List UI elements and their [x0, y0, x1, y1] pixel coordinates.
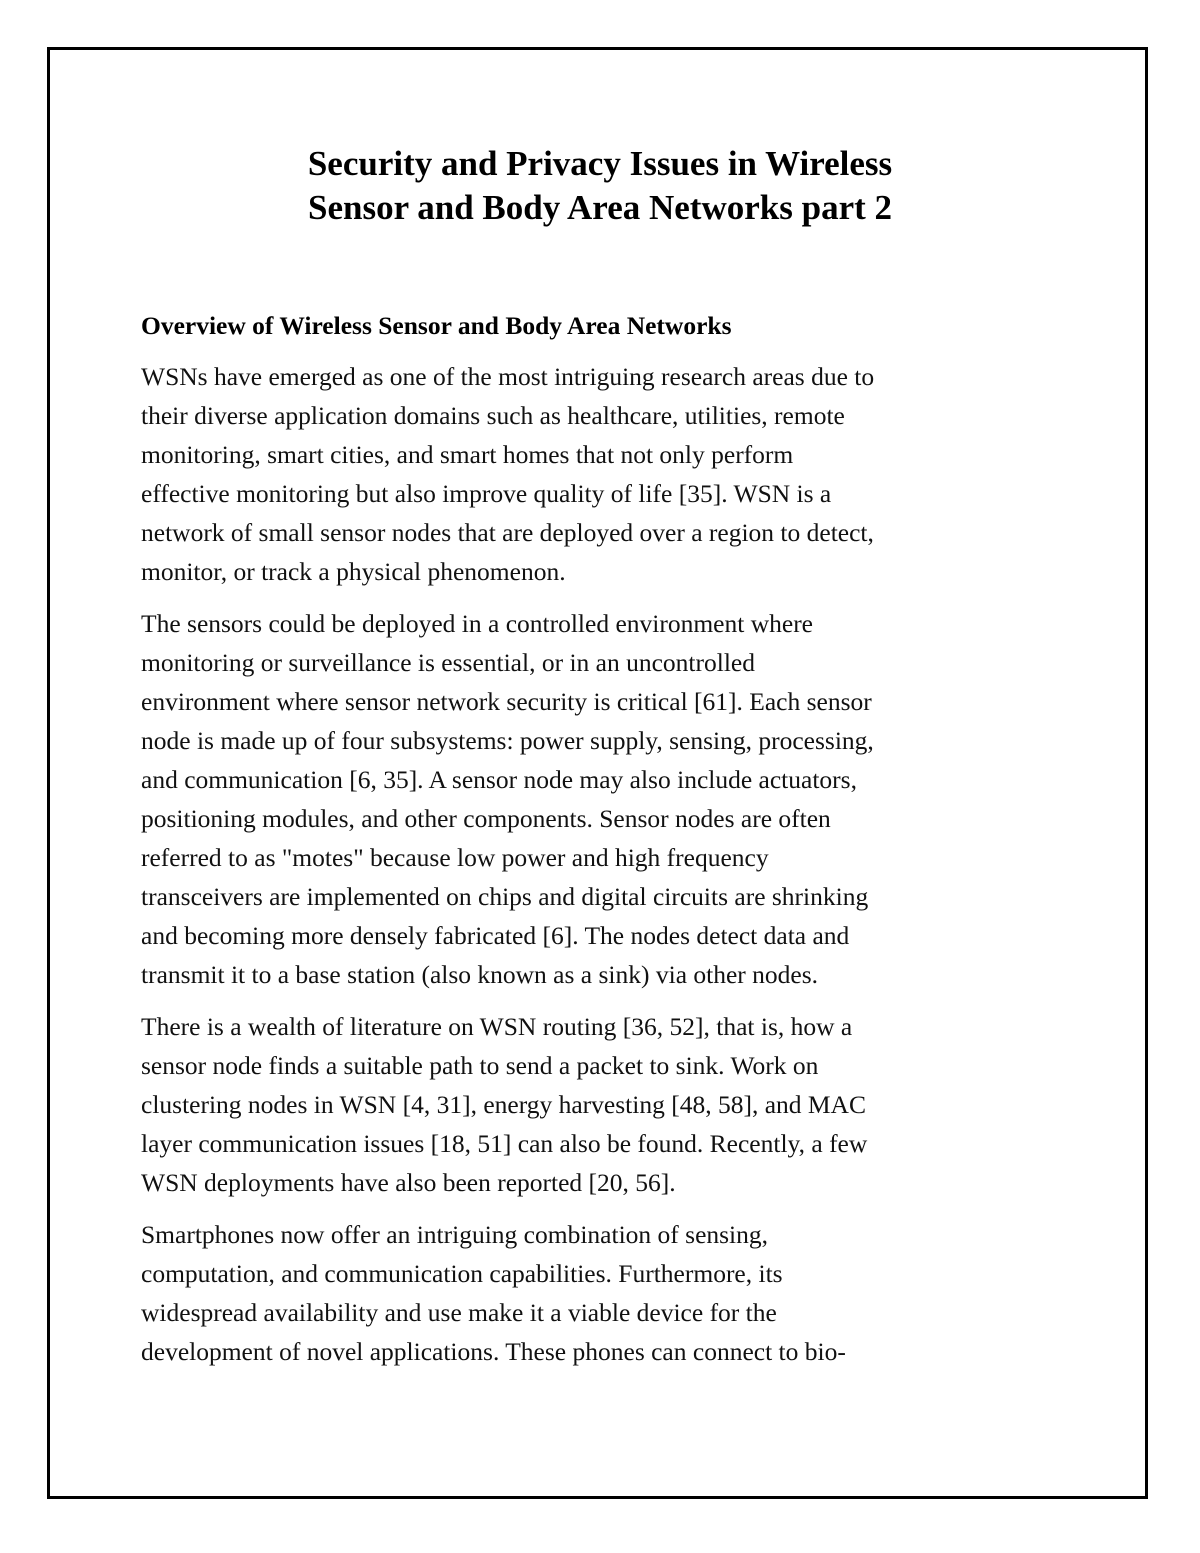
- paragraph-line: WSN deployments have also been reported [20, 56].: [141, 1168, 676, 1197]
- paragraph-line: node is made up of four subsystems: power supply, sensing, processing,: [141, 726, 874, 755]
- title-line-1: Security and Privacy Issues in Wireless: [307, 144, 893, 183]
- paragraph-line: monitoring or surveillance is essential, or in an uncontrolled: [141, 648, 755, 677]
- paragraph-line: The sensors could be deployed in a controlled environment where: [141, 609, 814, 638]
- paragraph-line: transceivers are implemented on chips and digital circuits are shrinking: [141, 882, 869, 911]
- paragraph-line: computation, and communication capabilities. Furthermore, its: [141, 1259, 783, 1288]
- section-heading: Overview of Wireless Sensor and Body Area Networks: [141, 311, 732, 340]
- paragraph-line: their diverse application domains such as healthcare, utilities, remote: [141, 401, 845, 430]
- paragraph-line: widespread availability and use make it a viable device for the: [141, 1298, 777, 1327]
- paragraph-2: [141, 604, 1071, 994]
- paragraph-3: [141, 1007, 1071, 1202]
- paragraph-line: WSNs have emerged as one of the most intriguing research areas due to: [141, 362, 875, 391]
- title-line-2: Sensor and Body Area Networks part 2: [307, 188, 893, 227]
- paragraph-1: [141, 357, 1071, 591]
- paragraph-line: environment where sensor network security is critical [61]. Each sensor: [141, 687, 872, 716]
- paragraph-line: and communication [6, 35]. A sensor node may also include actuators,: [141, 765, 857, 794]
- paragraph-line: There is a wealth of literature on WSN routing [36, 52], that is, how a: [141, 1012, 853, 1041]
- paragraph-line: Smartphones now offer an intriguing combination of sensing,: [141, 1220, 769, 1249]
- paragraph-line: sensor node finds a suitable path to send a packet to sink. Work on: [141, 1051, 819, 1080]
- paragraph-line: development of novel applications. These phones can connect to bio-: [141, 1337, 846, 1366]
- paragraph-line: monitor, or track a physical phenomenon.: [141, 557, 566, 586]
- paragraph-line: and becoming more densely fabricated [6]. The nodes detect data and: [141, 921, 850, 950]
- paragraph-line: monitoring, smart cities, and smart homes that not only perform: [141, 440, 794, 469]
- paragraph-line: positioning modules, and other components. Sensor nodes are often: [141, 804, 831, 833]
- paragraph-line: layer communication issues [18, 51] can also be found. Recently, a few: [141, 1129, 868, 1158]
- paragraph-line: clustering nodes in WSN [4, 31], energy harvesting [48, 58], and MAC: [141, 1090, 866, 1119]
- paragraph-line: effective monitoring but also improve quality of life [35]. WSN is a: [141, 479, 832, 508]
- paragraph-line: referred to as "motes" because low power and high frequency: [141, 843, 769, 872]
- paragraph-line: transmit it to a base station (also known as a sink) via other nodes.: [141, 960, 819, 989]
- paragraph-4: [141, 1215, 1071, 1371]
- document-body: [141, 308, 1071, 1384]
- document-title: [0, 142, 1200, 230]
- paragraph-line: network of small sensor nodes that are deployed over a region to detect,: [141, 518, 874, 547]
